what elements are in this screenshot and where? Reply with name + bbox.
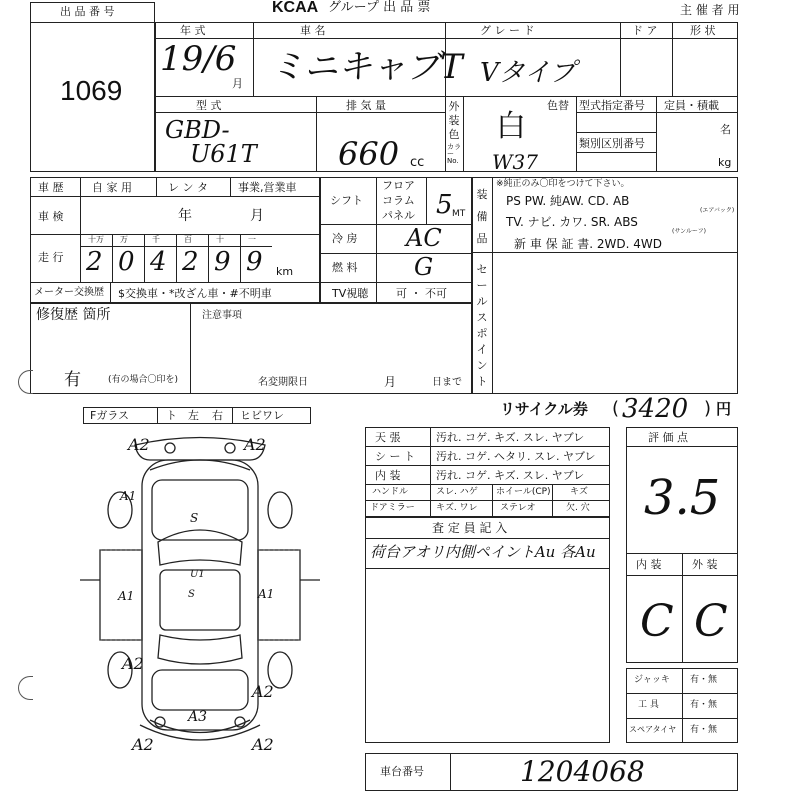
history-option-rental: レ ン タ (168, 181, 208, 194)
recycle-open-paren: ( (612, 398, 620, 419)
glass-item-left: 左 (188, 409, 199, 422)
mileage-digit: 0 (118, 247, 135, 277)
grade-value: Vタイプ (480, 58, 576, 88)
color-change-label: 色替 (547, 99, 569, 112)
displacement-value: 660 (338, 135, 400, 173)
mileage-label: 走 行 (38, 251, 64, 264)
meter-options: $交換車・*改ざん車・#不明車 (118, 287, 272, 300)
tools-label: 工 具 (638, 700, 659, 710)
shape-label: 形 状 (690, 24, 716, 37)
tv-label: TV視聴 (332, 287, 369, 300)
equipment-note: ※純正のみ〇印をつけて下さい。 (496, 179, 630, 189)
spare-tire-value: 有・無 (690, 725, 718, 735)
fuel-label: 燃 料 (332, 261, 358, 274)
chassis-label: 車台番号 (380, 765, 424, 778)
handle-options: スレ. ハゲ (436, 487, 478, 497)
equipment-label: 装備品 (476, 188, 488, 245)
jack-value: 有・無 (690, 675, 718, 685)
damage-mark-left-side: A1 (118, 589, 135, 603)
model-value-2: U61T (190, 140, 257, 168)
inspection-label: 車 検 (38, 210, 64, 223)
fuel-value: G (414, 253, 434, 281)
mileage-digit-label: 一 (248, 235, 256, 244)
equipment-line-2: TV. ナビ. カワ. SR. ABS (506, 215, 638, 229)
brand-logo: KCAA (272, 0, 319, 16)
shift-label: シフト (330, 194, 363, 207)
ceiling-options: 汚れ. コゲ. キズ. スレ. ヤブレ (436, 431, 585, 444)
damage-mark-rear-left: A2 (132, 735, 154, 754)
stereo-label: ステレオ (500, 503, 536, 513)
damage-mark-left-door: A1 (120, 489, 137, 503)
seat-label: シ ー ト (375, 450, 415, 463)
recycle-unit: 円 (716, 400, 732, 418)
damage-mark-u1: U1 (190, 569, 205, 580)
interior-grade-value: C (640, 596, 674, 647)
mileage-digit-label: 千 (152, 235, 160, 244)
damage-mark-rear-bumper: A3 (188, 709, 208, 725)
interior-grade-label: 内 装 (636, 558, 662, 571)
history-label: 車 歴 (38, 181, 64, 194)
history-option-private: 自 家 用 (92, 181, 132, 194)
exterior-grade-label: 外 装 (692, 558, 718, 571)
mileage-digit: 4 (150, 247, 167, 277)
capacity-unit-1: 名 (720, 123, 731, 136)
car-name-value: ミニキャブT (270, 47, 463, 87)
color-value: 白 (496, 109, 526, 144)
shift-option-floor: フロア (382, 179, 415, 192)
repair-label: 修復歴 箇所 (36, 307, 111, 323)
lot-number: 1069 (60, 75, 123, 106)
sunroof-note: (サンルーフ) (672, 228, 706, 235)
displacement-label: 排 気 量 (346, 99, 386, 112)
seat-options: 汚れ. コゲ. ヘタリ. スレ. ヤブレ (436, 450, 596, 463)
handle-label: ハンドル (372, 487, 409, 497)
spare-tire-label: スペアタイヤ (629, 725, 677, 734)
damage-mark-rear-right: A2 (252, 735, 274, 754)
model-value-1: GBD- (165, 116, 230, 144)
mileage-digit: 9 (214, 247, 231, 277)
damage-mark-right-rear: A2 (252, 682, 274, 701)
expiry-label: 名変期限日 (258, 377, 308, 388)
damage-mark-left-rear: A2 (122, 654, 144, 673)
damage-mark-front-right: A2 (244, 435, 266, 454)
ac-label: 冷 房 (332, 232, 358, 245)
wheel-label: ホイール(CP) (496, 487, 551, 497)
interior-options: 汚れ. コゲ. キズ. スレ. ヤブレ (436, 469, 585, 482)
equipment-line-1: PS PW. 純AW. CD. AB (506, 194, 630, 208)
model-label: 型 式 (196, 99, 222, 112)
binder-hole-top (18, 370, 33, 394)
damage-mark-scratch-1: S (190, 511, 199, 525)
color-code-value: W37 (492, 150, 539, 174)
tools-value: 有・無 (690, 700, 718, 710)
mileage-digit: 2 (182, 247, 199, 277)
organizer-label: 主 催 者 用 (680, 3, 740, 17)
recycle-close-paren: ) (704, 398, 712, 419)
inspection-month: 月 (250, 208, 264, 224)
mileage-digit: 9 (246, 247, 263, 277)
shift-value-sub: MT (452, 209, 466, 219)
model-designation-label: 型式指定番号 (579, 99, 645, 112)
inspector-label: 査 定 員 記 入 (432, 521, 508, 535)
mirror-options: キズ. ワレ (436, 503, 478, 513)
wheel-options: キズ (570, 487, 588, 497)
car-name-label: 車 名 (300, 24, 326, 37)
category-label: 類別区別番号 (579, 137, 645, 150)
mileage-unit: km (276, 265, 294, 278)
exterior-grade-value: C (694, 596, 728, 647)
year-unit: 月 (232, 77, 243, 90)
mileage-digit-label: 百 (184, 235, 192, 244)
recycle-value: 3420 (622, 394, 689, 424)
damage-mark-scratch-2: S (188, 589, 195, 600)
year-label: 年 式 (180, 24, 206, 37)
shift-option-panel: パネル (382, 209, 415, 222)
damage-mark-front-left: A2 (128, 435, 150, 454)
year-value: 19/6 (160, 39, 237, 79)
grade-score: 3.5 (644, 470, 721, 526)
glass-item-crack: ヒビワレ (240, 409, 284, 422)
glass-item-right: 右 (212, 409, 223, 422)
mileage-digit: 2 (86, 247, 103, 277)
mileage-digit-label: 十 (216, 235, 224, 244)
interior-label: 内 装 (375, 469, 401, 482)
displacement-unit: cc (410, 155, 425, 170)
jack-label: ジャッキ (634, 675, 670, 685)
airbag-note: (エアバック) (700, 207, 735, 214)
mileage-digit-label: 万 (120, 235, 128, 244)
lot-number-label: 出 品 番 号 (60, 5, 115, 18)
glass-item-top: ト (166, 409, 177, 422)
capacity-unit-2: kg (718, 156, 732, 169)
tv-value: 可 ・ 不可 (396, 287, 447, 300)
shift-option-column: コラム (382, 194, 415, 207)
shift-value: 5 (436, 190, 453, 220)
equipment-box (472, 177, 738, 394)
color-code-label: カラーNo. (447, 143, 461, 165)
repair-note: (有の場合〇印を) (108, 375, 179, 385)
stereo-options: 欠. 穴 (566, 503, 590, 513)
ceiling-label: 天 張 (375, 431, 401, 444)
recycle-label: リサイクル券 (500, 400, 588, 418)
ac-value: AC (406, 224, 442, 252)
meter-label: メーター交換歴 (34, 287, 104, 298)
history-option-business: 事業,営業車 (238, 181, 297, 194)
expiry-month: 月 (384, 375, 397, 389)
equipment-line-3: 新 車 保 証 書. 2WD. 4WD (514, 237, 662, 251)
notes-label: 注意事項 (202, 310, 242, 321)
expiry-day: 日まで (432, 377, 462, 388)
color-label: 外装色 (448, 100, 460, 141)
damage-mark-right-side: A1 (258, 587, 275, 601)
mirror-label: ドアミラー (370, 503, 415, 513)
mileage-digit-label: 十万 (88, 235, 104, 244)
inspector-comment: 荷台アオリ内側ペイントAu 各Au (370, 543, 596, 561)
glass-label: Fガラス (90, 409, 129, 422)
repair-value: 有 (64, 370, 81, 390)
grade-label: グ レ ー ド (480, 24, 535, 37)
inspection-year: 年 (178, 208, 192, 224)
form-title: グループ 出 品 票 (328, 0, 431, 15)
capacity-label: 定員・積載 (664, 99, 719, 112)
binder-hole-bottom (18, 676, 33, 700)
grade-label: 評 価 点 (648, 431, 688, 444)
sales-point-label: セールスポイント (476, 263, 488, 388)
door-label: ド ア (632, 24, 658, 37)
chassis-value: 1204068 (520, 755, 645, 788)
